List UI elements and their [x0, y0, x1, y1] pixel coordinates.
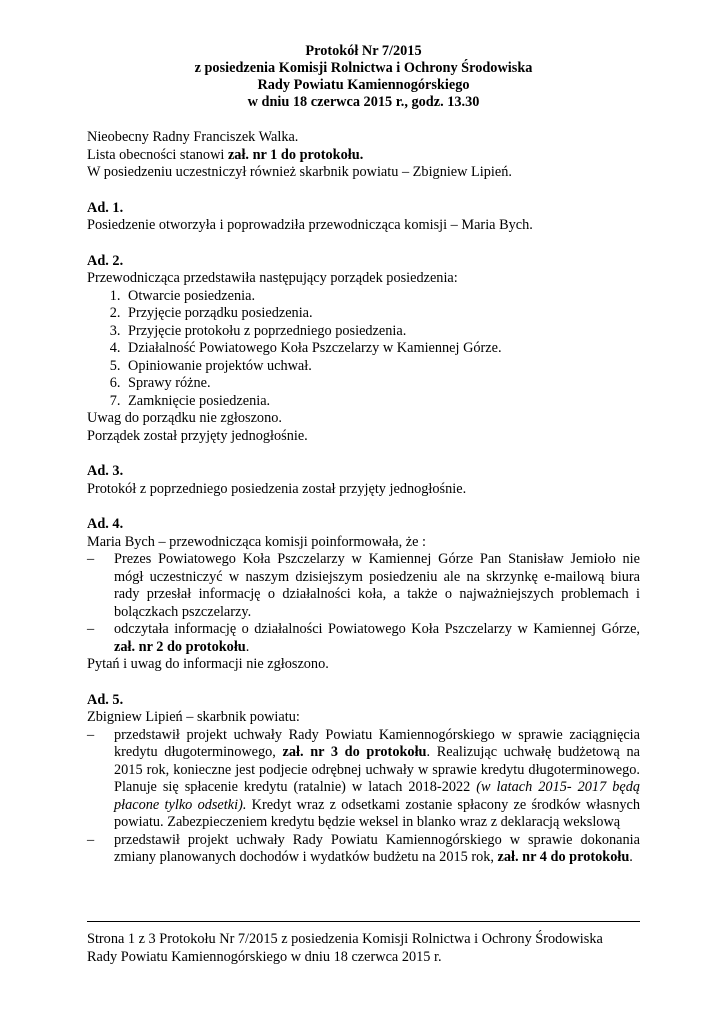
- agenda-item: 2. Przyjęcie porządku posiedzenia.: [124, 305, 640, 323]
- ad4-text: Maria Bych – przewodnicząca komisji poinformowała, że :: [87, 533, 427, 550]
- absent-note: Nieobecny Radny Franciszek Walka.: [87, 129, 299, 145]
- ad5-bullet-1-a: przedstawił projekt uchwały Rady Powiatu Kamiennogórskiego w sprawie zaciągnięcia kredytu długoterminowego,: [114, 726, 640, 760]
- ad4-closing: Pytań i uwag do informacji nie zgłoszono.: [87, 656, 329, 672]
- attendance-text: Lista obecności stanowi: [87, 146, 228, 163]
- ad5-bullet-1-italic: (w latach 2015- 2017 będą płacone tylko odsetki).: [114, 779, 640, 813]
- ad2-accepted: Porządek został przyjęty jednogłośnie.: [87, 427, 308, 444]
- ad5-bullet-1-b: . Realizując uchwałę budżetową na 2015 rok, konieczne jest podjecie odrębnej uchwały w sprawie kredytu długoterminowego. Planuje się spłacenie kredytu (ratalnie) w latach 2018-2022: [114, 744, 640, 795]
- attachment-1-ref: zał. nr 1 do protokołu.: [227, 146, 364, 163]
- dash-marker: –: [87, 621, 95, 637]
- ad3-text: Protokół z poprzedniego posiedzenia został przyjęty jednogłośnie.: [87, 480, 467, 497]
- agenda-item: 5. Opiniowanie projektów uchwał.: [124, 358, 640, 376]
- dash-marker: –: [87, 831, 95, 848]
- ad5-bullet-2: przedstawił projekt uchwały Rady Powiatu Kamiennogórskiego w sprawie dokonania zmiany planowanych dochodów i wydatków budżetu na 2015 rok,: [114, 831, 640, 865]
- footer-line-1: Strona 1 z 3 Protokołu Nr 7/2015 z posiedzenia Komisji Rolnictwa i Ochrony Środowiska: [87, 931, 603, 947]
- agenda-item: 7. Zamknięcie posiedzenia.: [124, 393, 640, 411]
- ad2-remarks: Uwag do porządku nie zgłoszono.: [87, 410, 282, 426]
- ad5-bullet-1-c: Kredyt wraz z odsetkami zostanie spłacony ze środków własnych powiatu. Zabezpieczeniem kredytu będzie weksel in blanko wraz z deklaracją wekslową: [114, 796, 640, 830]
- attachment-4-ref: zał. nr 4 do protokołu: [497, 849, 630, 865]
- treasurer-note: W posiedzeniu uczestniczył również skarbnik powiatu – Zbigniew Lipień.: [87, 164, 512, 180]
- section-ad4: [87, 516, 640, 674]
- dash-item: [87, 551, 640, 621]
- ad1-heading: Ad. 1.: [87, 199, 124, 216]
- footer-line-2: Rady Powiatu Kamiennogórskiego w dniu 18 czerwca 2015 r.: [87, 949, 442, 965]
- page-footer: [87, 921, 640, 966]
- dash-marker: –: [87, 551, 95, 567]
- section-ad3: [87, 463, 640, 498]
- title-line-3: Rady Powiatu Kamiennogórskiego: [257, 77, 470, 93]
- agenda-item: 6. Sprawy różne.: [124, 375, 640, 393]
- ad2-text: Przewodnicząca przedstawiła następujący porządek posiedzenia:: [87, 270, 458, 286]
- attachment-2-ref: zał. nr 2 do protokołu: [114, 638, 246, 655]
- section-ad1: [87, 200, 640, 235]
- title-line-4: w dniu 18 czerwca 2015 r., godz. 13.30: [247, 94, 480, 110]
- ad4-bullet-2: odczytała informację o działalności Powiatowego Koła Pszczelarzy w Kamiennej Górze,: [114, 621, 640, 637]
- ad5-text: Zbigniew Lipień – skarbnik powiatu:: [87, 709, 300, 725]
- ad3-heading: Ad. 3.: [87, 463, 124, 479]
- agenda-item: 1. Otwarcie posiedzenia.: [124, 288, 640, 306]
- title-line-2: z posiedzenia Komisji Rolnictwa i Ochrony Środowiska: [194, 60, 533, 76]
- agenda-item: 3. Przyjęcie protokołu z poprzedniego posiedzenia.: [124, 323, 640, 341]
- ad2-heading: Ad. 2.: [87, 252, 124, 269]
- ad4-heading: Ad. 4.: [87, 516, 124, 532]
- agenda-item: 4. Działalność Powiatowego Koła Pszczelarzy w Kamiennej Górze.: [124, 340, 640, 358]
- dash-item: [87, 832, 640, 867]
- title-line-1: Protokół Nr 7/2015: [305, 43, 422, 59]
- document-title: [87, 43, 640, 111]
- dash-item: [87, 621, 640, 656]
- section-ad2: [87, 253, 640, 446]
- dash-item: [87, 727, 640, 832]
- agenda-list: [87, 288, 640, 411]
- ad1-text: Posiedzenie otworzyła i poprowadziła przewodnicząca komisji – Maria Bych.: [87, 217, 533, 233]
- ad4-bullet-2-end: .: [245, 638, 250, 655]
- ad5-bullet-2-end: .: [629, 849, 633, 865]
- attendance-note: [87, 147, 640, 165]
- ad5-heading: Ad. 5.: [87, 691, 124, 708]
- dash-marker: –: [87, 726, 95, 743]
- ad4-bullet-1: Prezes Powiatowego Koła Pszczelarzy w Kamiennej Górze Pan Stanisław Jemioło nie mógł uczestniczyć w naszym dzisiejszym posiedzeniu ale na skrzynkę e-mailową biura rady przesłał informację o działalności koła, a także o najważniejszych problemach i bolączkach pszczelarzy.: [114, 551, 640, 620]
- attachment-3-ref: zał. nr 3 do protokołu: [282, 744, 427, 760]
- section-ad5: [87, 692, 640, 867]
- footer-divider: [87, 921, 640, 922]
- intro-section: [87, 129, 640, 182]
- document-page: [87, 43, 640, 867]
